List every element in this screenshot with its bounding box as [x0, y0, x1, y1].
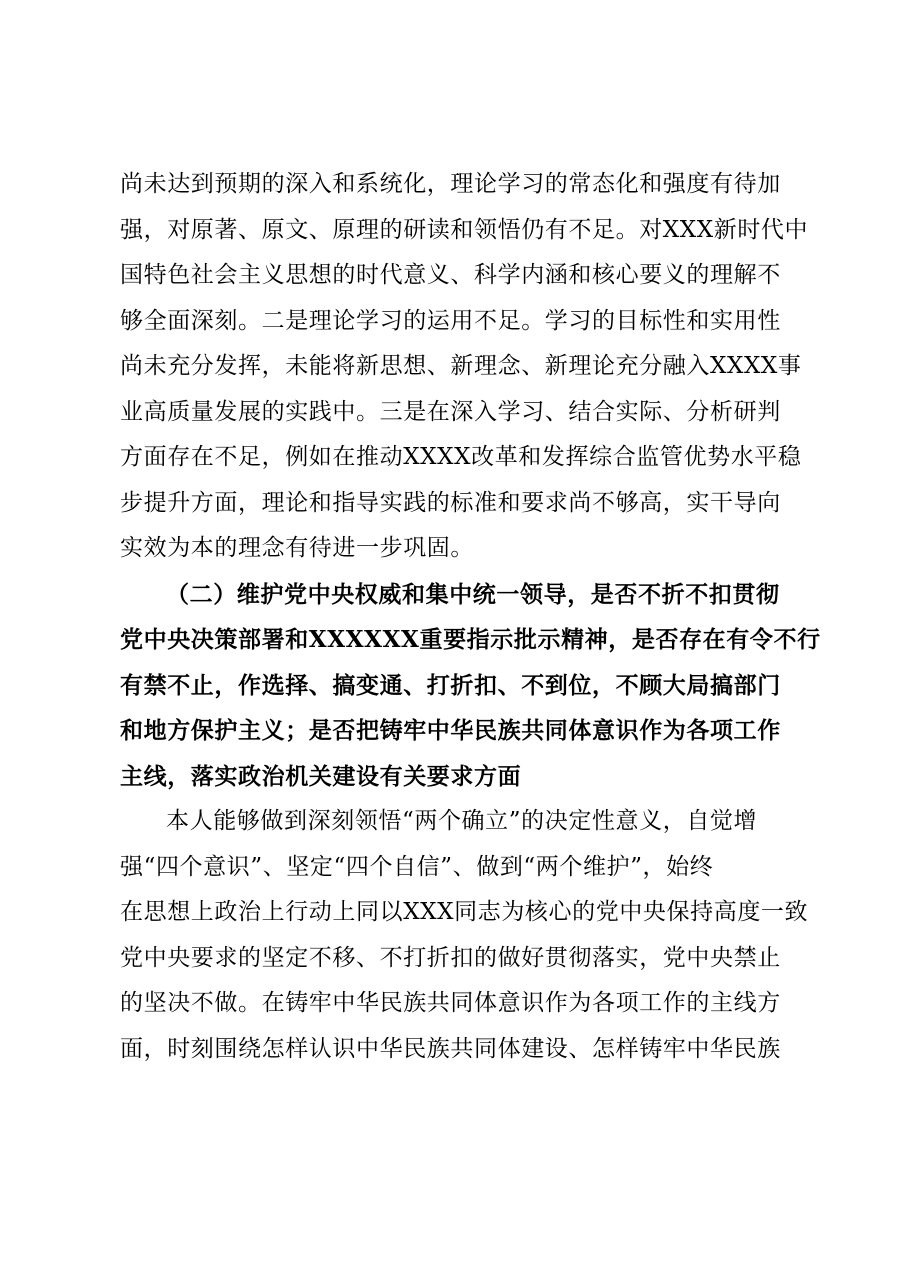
paragraph-line: 在思想上政治上行动上同以XXX同志为核心的党中央保持高度一致 [120, 899, 809, 925]
heading-line: （二）维护党中央权威和集中统一领导，是否不折不扣贯彻 [166, 580, 780, 608]
heading-line: 主线，落实政治机关建设有关要求方面 [120, 762, 522, 790]
paragraph-line: 面，时刻围绕怎样认识中华民族共同体建设、怎样铸牢中华民族 [120, 1035, 781, 1062]
paragraph-line: 党中央要求的坚定不移、不打折扣的做好贯彻落实，党中央禁止 [120, 944, 781, 971]
heading-line: 和地方保护主义；是否把铸牢中华民族共同体意识作为各项工作 [120, 717, 781, 744]
paragraph-line: 强“四个意识”、坚定“四个自信”、做到“两个维护”，始终 [120, 853, 714, 880]
section-heading [120, 572, 820, 800]
paragraph-line: 的坚决不做。在铸牢中华民族共同体意识作为各项工作的主线方 [120, 990, 781, 1016]
paragraph-line: 国特色社会主义思想的时代意义、科学内涵和核心要义的理解不 [120, 262, 781, 288]
heading-line: 党中央决策部署和XXXXXX重要指示批示精神，是否存在有令不行 [120, 626, 821, 653]
paragraph-line: 尚未充分发挥，未能将新思想、新理念、新理论充分融入XXXX事 [120, 353, 802, 379]
paragraph-line: 方面存在不足，例如在推动XXXX改革和发挥综合监管优势水平稳 [120, 444, 802, 470]
paragraph-body [120, 799, 820, 1072]
paragraph-continued [120, 162, 820, 572]
paragraph-line: 步提升方面，理论和指导实践的标准和要求尚不够高，实干导向 [120, 489, 781, 516]
heading-line: 有禁不止，作选择、搞变通、打折扣、不到位，不顾大局搞部门 [120, 671, 781, 699]
paragraph-line: 强，对原著、原文、原理的研读和领悟仍有不足。对XXX新时代中 [120, 216, 809, 243]
paragraph-line: 够全面深刻。二是理论学习的运用不足。学习的目标性和实用性 [120, 307, 781, 334]
paragraph-line: 本人能够做到深刻领悟“两个确立”的决定性意义，自觉增 [166, 808, 758, 834]
paragraph-line: 尚未达到预期的深入和系统化，理论学习的常态化和强度有待加 [120, 171, 781, 197]
paragraph-line: 业高质量发展的实践中。三是在深入学习、结合实际、分析研判 [120, 398, 781, 425]
paragraph-line: 实效为本的理念有待进一步巩固。 [120, 535, 474, 561]
document-body [120, 162, 820, 1072]
